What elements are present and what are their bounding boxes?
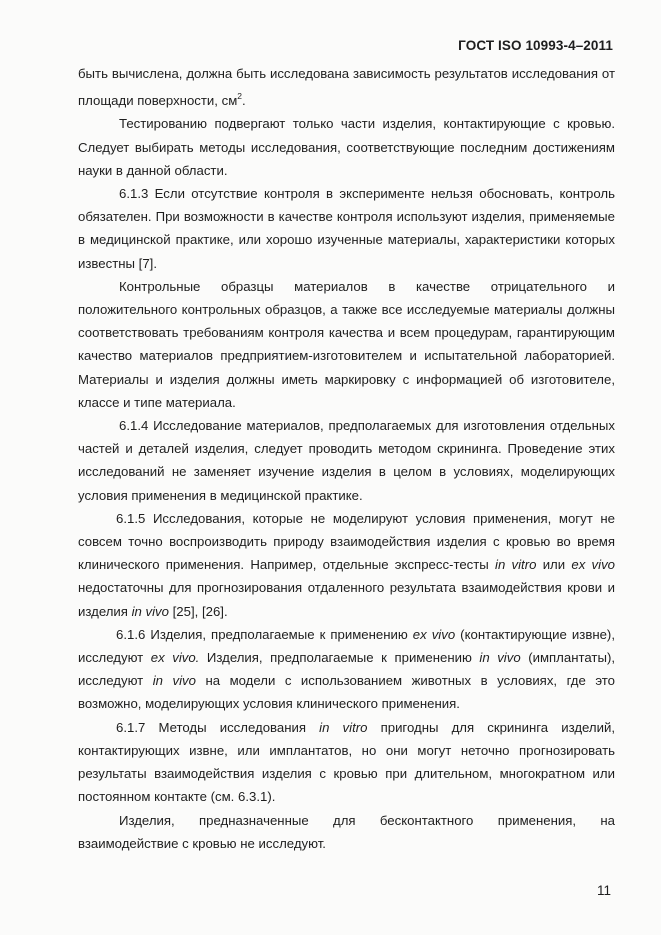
superscript: 2: [237, 91, 243, 102]
paragraph-6-1-5: [78, 507, 615, 623]
paragraph-text: или: [536, 557, 572, 573]
paragraph-text: на модели с использованием животных в условиях, где это возможно, моделирующих условия клинического применения.: [78, 673, 615, 712]
paragraph-6-1-7: [78, 716, 615, 809]
italic-term: ex vivo.: [150, 650, 200, 666]
paragraph-6-1-6: [78, 623, 615, 716]
italic-term: ex vivo: [412, 626, 456, 642]
italic-term: in vivo: [152, 673, 196, 689]
paragraph-text: 6.1.6 Изделия, предполагаемые к применению: [116, 626, 413, 642]
paragraph-6-1-4: 6.1.4 Исследование материалов, предполагаемых для изготовления отдельных частей и деталей изделия, следует проводить методом скрининга. Проведение этих исследований не заменяет изучение изделия в целом в условиях, моделирующих условия применения в медицинской практике.: [78, 418, 615, 503]
italic-term: ex vivo: [571, 557, 615, 573]
document-body: [78, 62, 615, 855]
paragraph-text: .: [242, 93, 246, 109]
paragraph-text: 6.1.5 Исследования, которые не моделируют условия применения, могут не совсем точно воспроизводить природу взаимодействия изделия с кровью во время клинического применения. Например, отдельные экспресс-тесты: [78, 510, 615, 573]
paragraph-text: Изделия, предполагаемые к применению: [199, 650, 480, 666]
italic-term: in vitro: [495, 557, 537, 573]
italic-term: in vivo: [479, 650, 521, 666]
standard-header: ГОСТ ISO 10993-4–2011: [458, 38, 613, 53]
paragraph-testing: Тестированию подвергают только части изделия, контактирующие с кровью. Следует выбирать методы исследования, соответствующие последним достижениям науки в данной области.: [78, 116, 615, 178]
italic-term: in vivo: [131, 603, 169, 619]
paragraph-continuation: [78, 62, 615, 112]
paragraph-6-1-3: 6.1.3 Если отсутствие контроля в эксперименте нельзя обосновать, контроль обязателен. При возможности в качестве контроля используют изделия, применяемые в медицинской практике, или хорошо изученные материалы, характеристики которых известны [7].: [78, 186, 615, 271]
paragraph-text: недостаточны для прогнозирования отдаленного результата взаимодействия крови и изделия: [78, 580, 615, 619]
paragraph-text: (контактирующие извне), исследуют: [78, 626, 615, 666]
paragraph-noncontact: Изделия, предназначенные для бесконтактного применения, на взаимодействие с кровью не исследуют.: [78, 812, 615, 851]
paragraph-control-samples: Контрольные образцы материалов в качестве отрицательного и положительного контрольных образцов, а также все исследуемые материалы должны соответствовать требованиям контроля качества и всем процедурам, гарантирующим качество материалов предприятием-изготовителем и испытательной лабораторией. Материалы и изделия должны иметь маркировку с информацией об изготовителе, классе и типе материала.: [78, 278, 615, 410]
paragraph-text: 6.1.7 Методы исследования: [116, 719, 320, 735]
paragraph-text: [25], [26].: [168, 603, 228, 619]
paragraph-text: пригодны для скрининга изделий, контактирующих извне, или имплантатов, но они могут неточно прогнозировать результаты взаимодействия изделия с кровью при длительном, многократном или постоянном контакте (см. 6.3.1).: [78, 719, 616, 805]
paragraph-text: быть вычислена, должна быть исследована зависимость результатов исследования от площади поверхности, см: [78, 66, 615, 109]
italic-term: in vitro: [319, 719, 368, 735]
paragraph-text: (имплантаты), исследуют: [78, 650, 615, 689]
page-number: 11: [596, 883, 611, 898]
